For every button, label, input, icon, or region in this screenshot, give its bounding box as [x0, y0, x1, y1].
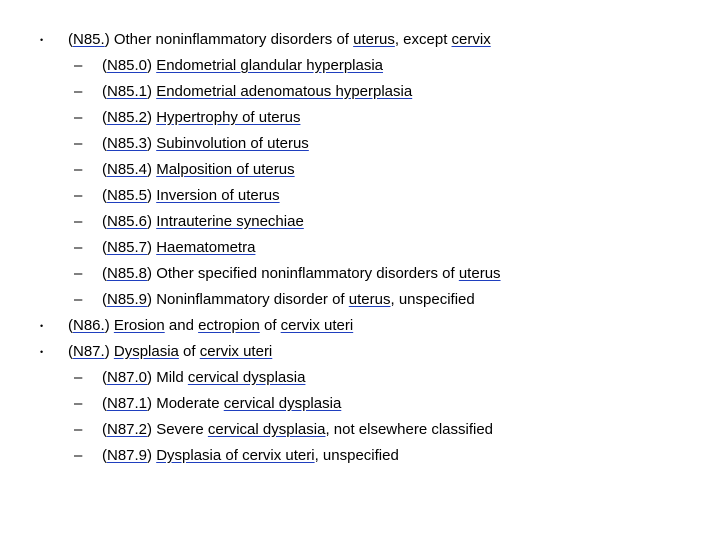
dash-icon: –: [74, 213, 83, 230]
list-item: [0, 339, 720, 365]
sub-list-item: [0, 391, 720, 417]
sub-list-item: [0, 443, 720, 469]
sub-list-item: [0, 261, 720, 287]
text-segment: ): [104, 317, 114, 334]
code-link[interactable]: N85.1: [107, 83, 148, 100]
code-link[interactable]: N85.5: [107, 187, 148, 204]
item-text: [102, 235, 255, 261]
dash-icon: –: [74, 135, 83, 152]
sub-list-item: [0, 183, 720, 209]
text-segment: (: [102, 395, 107, 412]
sub-list-item: [0, 53, 720, 79]
dash-icon: –: [74, 187, 83, 204]
text-segment: , except: [394, 31, 452, 48]
bullet-icon: •: [40, 321, 44, 331]
text-segment: (: [68, 343, 73, 360]
item-text: [102, 53, 383, 79]
term-link[interactable]: cervix uteri: [280, 317, 354, 334]
text-segment: (: [102, 83, 107, 100]
code-link[interactable]: N87.9: [107, 447, 148, 464]
item-text: [102, 79, 412, 105]
text-segment: of: [259, 317, 281, 334]
code-link[interactable]: N86.: [73, 317, 105, 334]
code-link[interactable]: N85.4: [107, 161, 148, 178]
term-link[interactable]: uterus: [348, 291, 391, 308]
code-link[interactable]: N87.2: [107, 421, 148, 438]
code-link[interactable]: N85.7: [107, 239, 148, 256]
sub-list-item: [0, 105, 720, 131]
text-segment: (: [102, 213, 107, 230]
item-text: [102, 209, 304, 235]
term-link[interactable]: cervix uteri: [199, 343, 273, 360]
sub-list-item: [0, 235, 720, 261]
text-segment: ) Mild: [147, 369, 188, 386]
dash-icon: –: [74, 83, 83, 100]
text-segment: (: [68, 31, 73, 48]
code-link[interactable]: N85.3: [107, 135, 148, 152]
list-item: [0, 27, 720, 53]
item-text: [102, 417, 493, 443]
text-segment: ) Severe: [147, 421, 208, 438]
item-text: [102, 157, 295, 183]
text-segment: ): [147, 57, 157, 74]
sub-list-item: [0, 131, 720, 157]
code-link[interactable]: N85.2: [107, 109, 148, 126]
term-link[interactable]: Hypertrophy of uterus: [156, 109, 301, 126]
item-text: [102, 105, 300, 131]
dash-icon: –: [74, 421, 83, 438]
code-link[interactable]: N85.8: [107, 265, 148, 282]
code-link[interactable]: N85.6: [107, 213, 148, 230]
text-segment: (: [68, 317, 73, 334]
text-segment: ): [104, 343, 114, 360]
dash-icon: –: [74, 57, 83, 74]
text-segment: ): [147, 83, 157, 100]
text-segment: (: [102, 291, 107, 308]
bullet-icon: •: [40, 347, 44, 357]
term-link[interactable]: uterus: [458, 265, 501, 282]
text-segment: ): [147, 213, 157, 230]
text-segment: ): [147, 239, 157, 256]
item-text: [102, 261, 501, 287]
term-link[interactable]: Malposition of uterus: [156, 161, 295, 178]
dash-icon: –: [74, 265, 83, 282]
item-text: [102, 131, 309, 157]
term-link[interactable]: cervical dysplasia: [187, 369, 306, 386]
text-segment: and: [164, 317, 199, 334]
text-segment: ) Moderate: [147, 395, 224, 412]
code-link[interactable]: N87.: [73, 343, 105, 360]
text-segment: , not elsewhere classified: [325, 421, 494, 438]
text-segment: (: [102, 57, 107, 74]
text-segment: (: [102, 447, 107, 464]
item-text: [68, 339, 272, 365]
text-segment: (: [102, 369, 107, 386]
item-text: [102, 287, 475, 313]
sub-list-item: [0, 417, 720, 443]
term-link[interactable]: ectropion: [198, 317, 260, 334]
text-segment: (: [102, 161, 107, 178]
term-link[interactable]: Subinvolution of uterus: [156, 135, 309, 152]
term-link[interactable]: cervix: [451, 31, 491, 48]
dash-icon: –: [74, 369, 83, 386]
code-link[interactable]: N87.1: [107, 395, 148, 412]
term-link[interactable]: Endometrial glandular hyperplasia: [156, 57, 384, 74]
code-link[interactable]: N85.: [73, 31, 105, 48]
text-segment: ): [147, 135, 157, 152]
item-text: [102, 183, 280, 209]
dash-icon: –: [74, 239, 83, 256]
text-segment: , unspecified: [314, 447, 399, 464]
text-segment: (: [102, 239, 107, 256]
text-segment: , unspecified: [390, 291, 475, 308]
item-text: [68, 27, 491, 53]
term-link[interactable]: cervical dysplasia: [223, 395, 342, 412]
item-text: [102, 391, 341, 417]
term-link[interactable]: Erosion: [113, 317, 165, 334]
text-segment: ) Noninflammatory disorder of: [147, 291, 349, 308]
dash-icon: –: [74, 291, 83, 308]
text-segment: ) Other specified noninflammatory disorders of: [147, 265, 459, 282]
term-link[interactable]: Inversion of uterus: [156, 187, 280, 204]
text-segment: ): [147, 447, 157, 464]
text-segment: of: [178, 343, 200, 360]
code-link[interactable]: N85.0: [107, 57, 148, 74]
dash-icon: –: [74, 447, 83, 464]
dash-icon: –: [74, 109, 83, 126]
text-segment: ): [147, 109, 157, 126]
text-segment: ): [147, 187, 157, 204]
term-link[interactable]: cervical dysplasia: [207, 421, 326, 438]
term-link[interactable]: uterus: [353, 31, 395, 48]
text-segment: (: [102, 109, 107, 126]
sub-list-item: [0, 209, 720, 235]
term-link[interactable]: Intrauterine synechiae: [156, 213, 304, 230]
list-item: [0, 313, 720, 339]
item-text: [102, 365, 305, 391]
icd-code-list: [0, 27, 720, 469]
text-segment: ): [147, 161, 157, 178]
term-link[interactable]: Dysplasia: [113, 343, 179, 360]
term-link[interactable]: Endometrial adenomatous hyperplasia: [156, 83, 413, 100]
dash-icon: –: [74, 395, 83, 412]
text-segment: (: [102, 421, 107, 438]
bullet-icon: •: [40, 35, 44, 45]
dash-icon: –: [74, 161, 83, 178]
term-link[interactable]: Haematometra: [156, 239, 256, 256]
sub-list-item: [0, 365, 720, 391]
code-link[interactable]: N87.0: [107, 369, 148, 386]
sub-list-item: [0, 79, 720, 105]
code-link[interactable]: N85.9: [107, 291, 148, 308]
item-text: [68, 313, 353, 339]
sub-list-item: [0, 287, 720, 313]
text-segment: (: [102, 265, 107, 282]
item-text: [102, 443, 399, 469]
text-segment: ) Other noninflammatory disorders of: [104, 31, 354, 48]
text-segment: (: [102, 187, 107, 204]
text-segment: (: [102, 135, 107, 152]
term-link[interactable]: Dysplasia of cervix uteri: [156, 447, 315, 464]
sub-list-item: [0, 157, 720, 183]
